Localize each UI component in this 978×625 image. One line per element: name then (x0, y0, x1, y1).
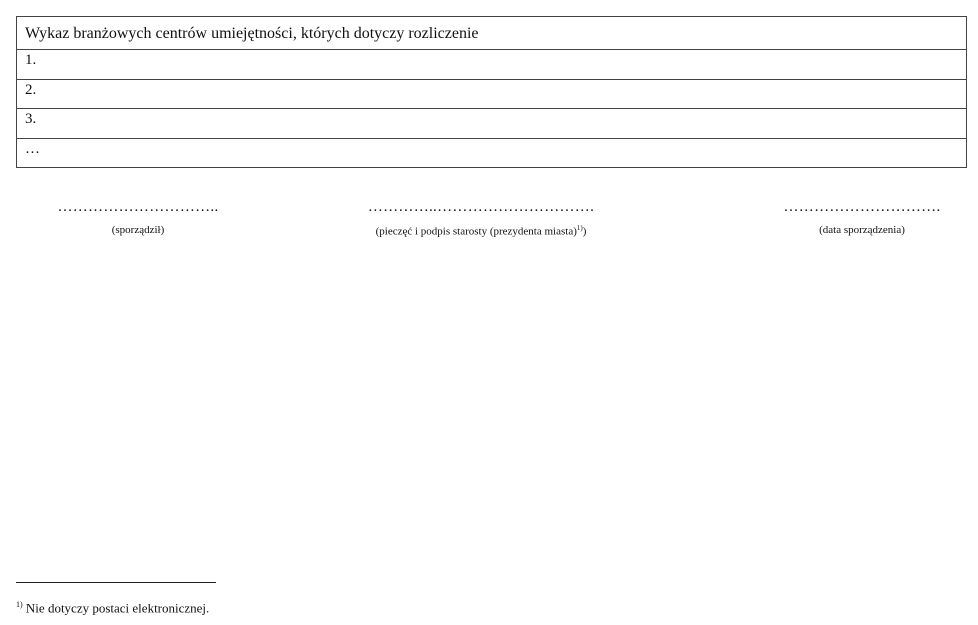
footnote (16, 600, 209, 616)
footnote-text: Nie dotyczy postaci elektronicznej. (22, 600, 210, 616)
stamp-caption (336, 224, 626, 238)
table-row: 1. (17, 49, 966, 79)
table-row: 3. (17, 108, 966, 138)
footnote-separator (16, 582, 216, 583)
prepared-by-dots: ………………………….. (57, 199, 219, 215)
prepared-by-caption: (sporządził) (111, 224, 165, 236)
table-row: … (17, 138, 966, 168)
stamp-caption-close: ) (582, 225, 587, 238)
date-signature (770, 199, 954, 236)
stamp-dots: …………..…………………………. (367, 199, 595, 215)
date-dots: …………………………. (783, 199, 941, 215)
settlement-centers-table (16, 16, 967, 168)
footnote-marker: 1) (16, 600, 23, 609)
footnote-ref: 1) (576, 224, 583, 232)
table-header: Wykaz branżowych centrów umiejętności, których dotyczy rozliczenie (25, 25, 479, 42)
table-row: 2. (17, 79, 966, 109)
stamp-signature (336, 199, 626, 238)
date-caption: (data sporządzenia) (819, 224, 905, 236)
prepared-by-signature (40, 199, 236, 236)
stamp-caption-text: (pieczęć i podpis starosty (prezydenta miasta) (375, 225, 577, 238)
